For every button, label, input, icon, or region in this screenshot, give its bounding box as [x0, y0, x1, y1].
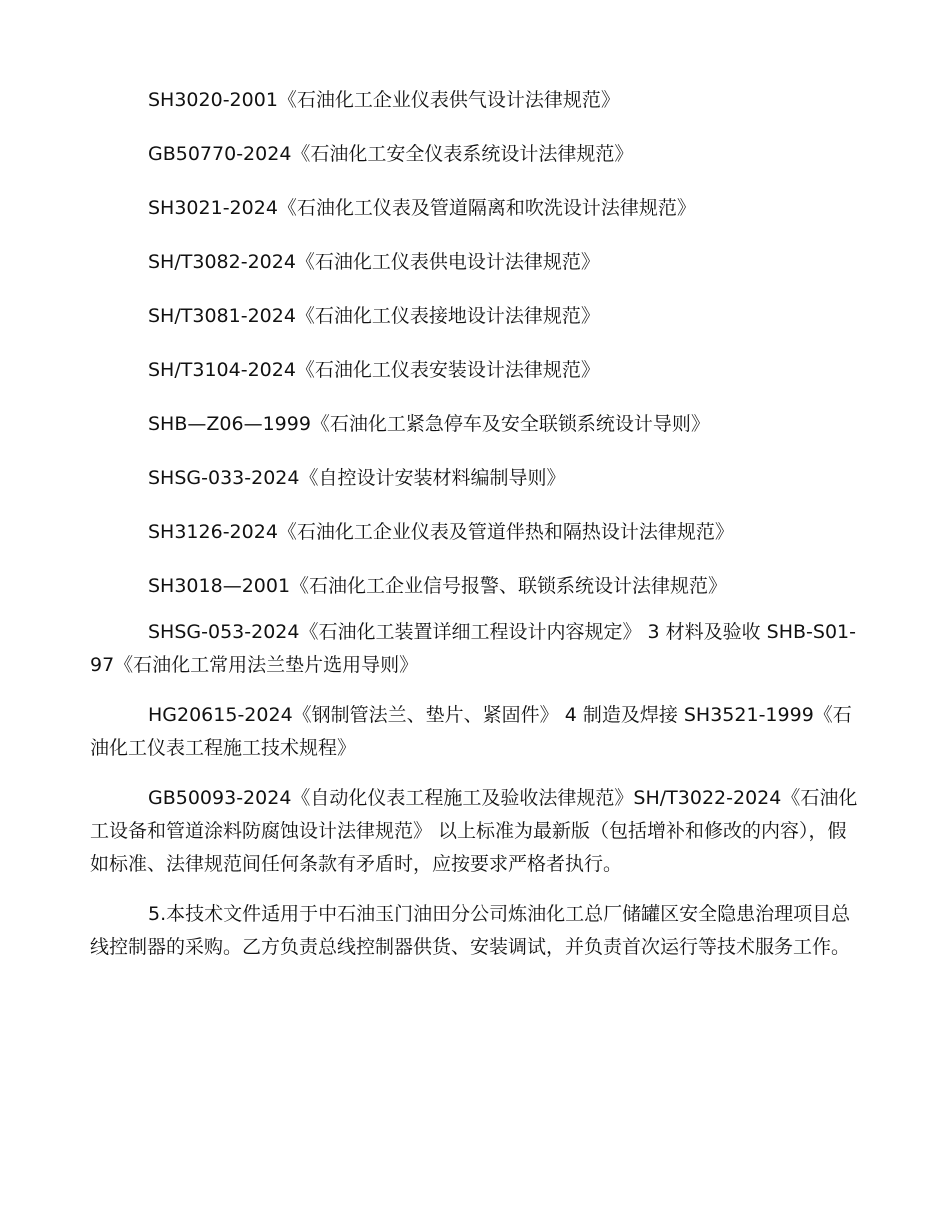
reference-item: SH/T3104-2024《石油化工仪表安装设计法律规范》	[148, 359, 600, 381]
scope-paragraph: 5.本技术文件适用于中石油玉门油田分公司炼油化工总厂储罐区安全隐患治理项目总线控制器的采购。乙方负责总线控制器供货、安装调试，并负责首次运行等技术服务工作。	[90, 903, 851, 958]
reference-item: SH3020-2001《石油化工企业仪表供气设计法律规范》	[148, 89, 620, 111]
reference-item: SH/T3082-2024《石油化工仪表供电设计法律规范》	[148, 251, 600, 273]
welding-paragraph: HG20615-2024《钢制管法兰、垫片、紧固件》 4 制造及焊接 SH3521-1999《石油化工仪表工程施工技术规程》	[90, 704, 852, 759]
reference-item: SHSG-033-2024《自控设计安装材料编制导则》	[148, 467, 566, 489]
reference-item: SH3021-2024《石油化工仪表及管道隔离和吹洗设计法律规范》	[148, 197, 696, 219]
reference-item: SH/T3081-2024《石油化工仪表接地设计法律规范》	[148, 305, 600, 327]
reference-item: SHB—Z06—1999《石油化工紧急停车及安全联锁系统设计导则》	[148, 413, 710, 435]
reference-item: SH3018—2001《石油化工企业信号报警、联锁系统设计法律规范》	[148, 575, 728, 597]
reference-item: SH3126-2024《石油化工企业仪表及管道伴热和隔热设计法律规范》	[148, 521, 734, 543]
materials-paragraph: SHSG-053-2024《石油化工装置详细工程设计内容规定》 3 材料及验收 SHB-S01-97《石油化工常用法兰垫片选用导则》	[90, 621, 857, 676]
standards-reference-list	[90, 86, 860, 601]
document-body	[90, 86, 860, 981]
reference-item: GB50770-2024《石油化工安全仪表系统设计法律规范》	[148, 143, 634, 165]
standards-note-paragraph: GB50093-2024《自动化仪表工程施工及验收法律规范》SH/T3022-2024《石油化工设备和管道涂料防腐蚀设计法律规范》 以上标准为最新版（包括增补和修改的内容），假如标准、法律规范间任何条款有矛盾时，应按要求严格者执行。	[90, 787, 858, 875]
